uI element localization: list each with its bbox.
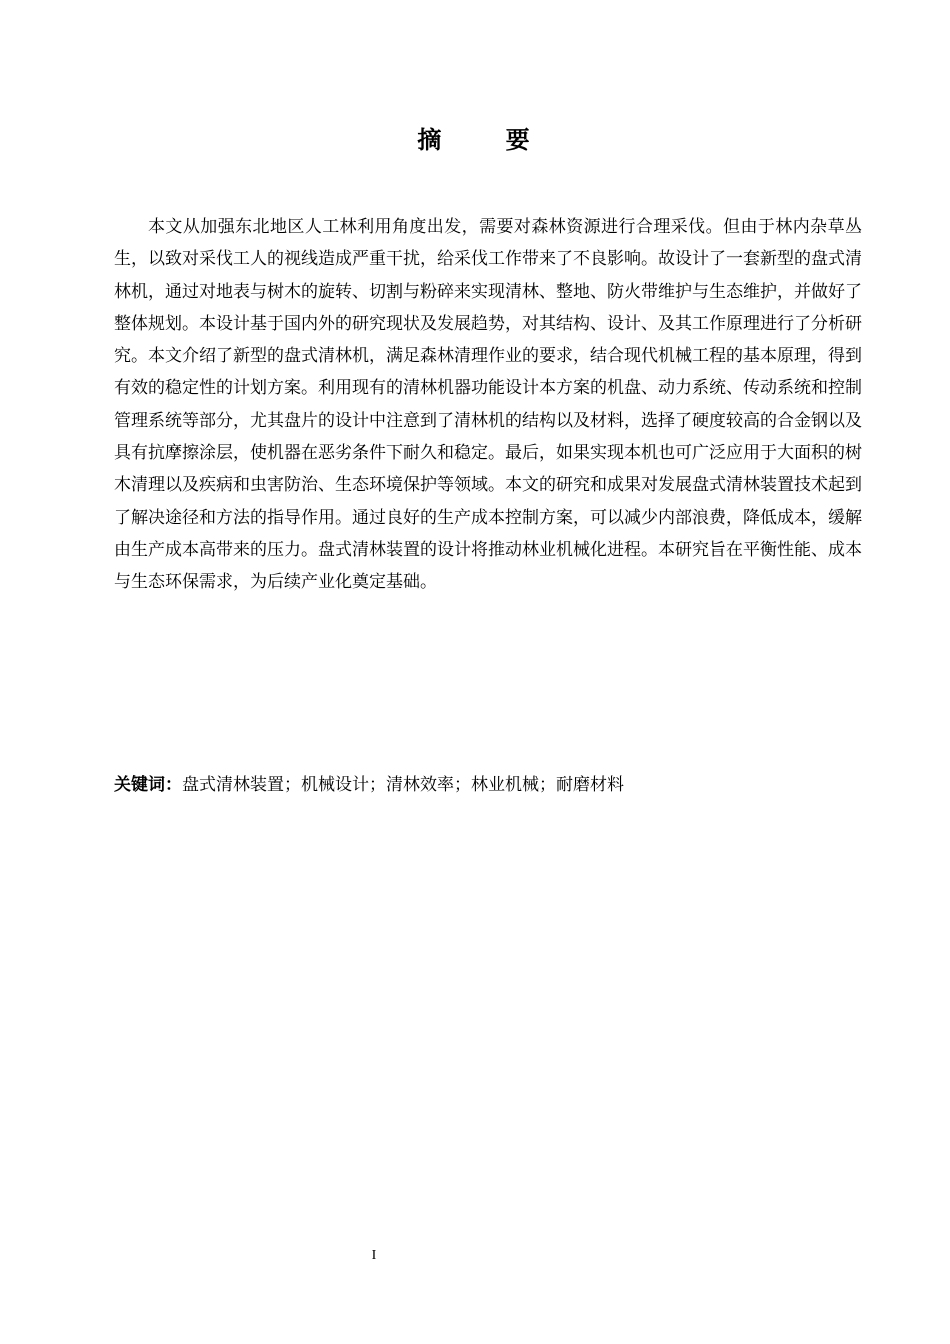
page-title: 摘 要 xyxy=(417,126,558,154)
keywords-line xyxy=(114,771,862,799)
keywords-label: 关键词： xyxy=(114,775,182,795)
abstract-paragraph: 本文从加强东北地区人工林利用角度出发，需要对森林资源进行合理采伐。但由于林内杂草丛生，以致对采伐工人的视线造成严重干扰，给采伐工作带来了不良影响。故设计了一套新型的盘式清林机，通过对地表与树木的旋转、切割与粉碎来实现清林、整地、防火带维护与生态维护，并做好了整体规划。本设计基于国内外的研究现状及发展趋势，对其结构、设计、及其工作原理进行了分析研究。本文介绍了新型的盘式清林机，满足森林清理作业的要求，结合现代机械工程的基本原理，得到有效的稳定性的计划方案。利用现有的清林机器功能设计本方案的机盘、动力系统、传动系统和控制管理系统等部分，尤其盘片的设计中注意到了清林机的结构以及材料，选择了硬度较高的合金钢以及具有抗摩擦涂层，使机器在恶劣条件下耐久和稳定。最后，如果实现本机也可广泛应用于大面积的树木清理以及疾病和虫害防治、生态环境保护等领域。本文的研究和成果对发展盘式清林装置技术起到了解决途径和方法的指导作用。通过良好的生产成本控制方案，可以减少内部浪费，降低成本，缓解由生产成本高带来的压力。盘式清林装置的设计将推动林业机械化进程。本研究旨在平衡性能、成本与生态环保需求，为后续产业化奠定基础。 xyxy=(114,217,862,593)
keywords-list: 盘式清林装置；机械设计；清林效率；林业机械；耐磨材料 xyxy=(182,775,624,795)
page-number: I xyxy=(371,1248,377,1263)
